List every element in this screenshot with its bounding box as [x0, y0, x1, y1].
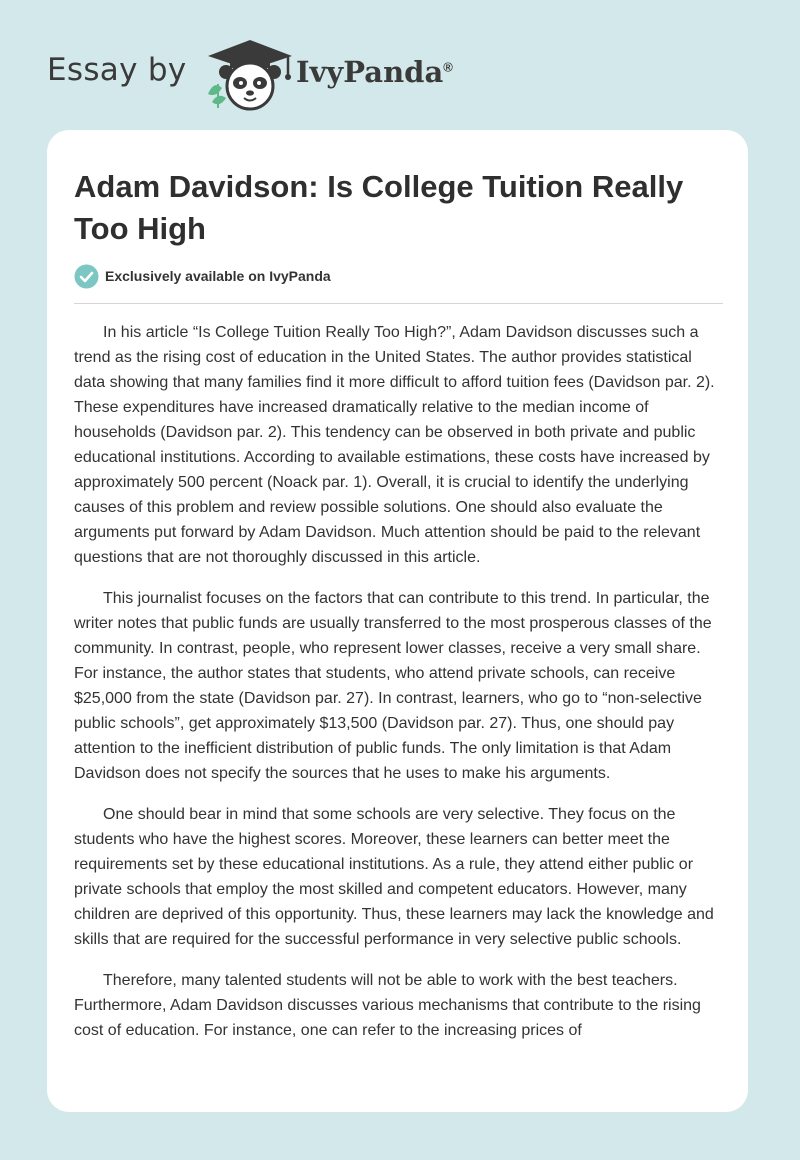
paragraph: In his article “Is College Tuition Really Too High?”, Adam Davidson discusses such a trend as the rising cost of education in the United States. The author provides statistical data showing that many families find it more difficult to afford tuition fees (Davidson par. 2). These expenditures have increased dramatically relative to the median income of households (Davidson par. 2). This tendency can be observed in both private and public educational institutions. According to available estimations, these costs have increased by approximately 500 percent (Noack par. 1). Overall, it is crucial to identify the underlying causes of this problem and review possible solutions. One should also evaluate the arguments put forward by Adam Davidson. Much attention should be paid to the relevant questions that are not thoroughly discussed in this article. — [74, 324, 715, 566]
essay-card — [47, 130, 748, 1112]
essay-body — [74, 320, 724, 1059]
divider — [74, 303, 723, 304]
panda-graduate-icon[interactable] — [200, 36, 296, 112]
check-circle-icon — [74, 264, 99, 289]
paragraph: This journalist focuses on the factors that can contribute to this trend. In particular, the writer notes that public funds are usually transferred to the most prosperous classes of the community. In contrast, people, who represent lower classes, receive a very small share. For instance, the author states that students, who attend private schools, can receive $25,000 from the state (Davidson par. 27). In contrast, learners, who go to “non-selective public schools”, get approximately $13,500 (Davidson par. 27). Thus, one should pay attention to the inefficient distribution of public funds. The only limitation is that Adam Davidson does not specify the sources that he uses to make his arguments. — [74, 590, 712, 782]
essay-by-label: Essay by — [47, 52, 187, 88]
exclusive-badge-text: Exclusively available on IvyPanda — [105, 268, 331, 284]
paragraph: One should bear in mind that some schools are very selective. They focus on the students who have the highest scores. Moreover, these learners can better meet the requirements set by these educational institutions. As a rule, they attend either public or private schools that employ the most skilled and competent educators. However, many children are deprived of this opportunity. Thus, these learners may lack the knowledge and skills that are required for the successful performance in very selective public schools. — [74, 806, 714, 948]
paragraph: Therefore, many talented students will not be able to work with the best teachers. Furthermore, Adam Davidson discusses various mechanisms that contribute to the rising cost of education. For instance, one can refer to the increasing prices of — [74, 972, 701, 1039]
exclusive-badge — [74, 263, 331, 289]
site-header — [0, 0, 800, 130]
registered-mark: ® — [443, 59, 453, 75]
page-title: Adam Davidson: Is College Tuition Really Too High — [74, 169, 684, 246]
brand-name[interactable]: IvyPanda® — [296, 55, 453, 89]
